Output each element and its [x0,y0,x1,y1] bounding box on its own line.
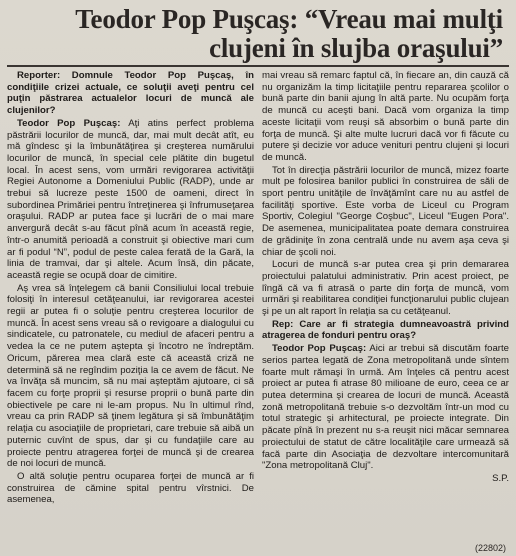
headline-line-1: Teodor Pop Puşcaş: “Vreau mai mulţi [75,4,503,34]
left-column [7,70,254,506]
headline [7,5,503,63]
answer-2 [262,343,509,472]
speaker-label: Teodor Pop Puşcaş: [272,343,367,355]
author-signature: S.P. [492,472,509,484]
ad-code: (22802) [474,543,506,553]
paragraph: Aş vrea să înţelegem că banii Consiliului local trebuie folosiţi în interesul cetăţeanului, iar revigorarea acestei regii ar putea fi o soluţie pentru creşterea locurilor de muncă. În acest sens vreau să o revigoare a dialogului cu sindicatele, cu patronatele, cu mediul de afaceri pentru a vedea la ce ne putem aştepta şi încotro ne îndreptăm. Oricum, părerea mea clară este că această criză ne determină să ne regîndim poziţia la ce avem de făcut. Ne va învăţa să muncim, să nu mai aşteptăm ajutoare, ci să facem cu forţe proprii şi resurse proprii o bună parte din obiectivele pe care ni le-am propus. Nu în ultimul rînd, vreau ca prin RADP să ţinem legătura şi să îmbunătăţim relaţia cu asociaţiile de proprietari, care trebuie să aibă un puternic cuvînt de spus, dar şi cu fundaţiile care au proiecte pentru atragerea forţei de muncă şi de crearea de noi locuri de muncă. [7,282,254,470]
question-1-text: Domnule Teodor Pop Puşcaş, în condiţiile crizei actuale, ce soluţii aveţi pentru cel puţin păstrarea actualelor locuri de muncă ale clujenilor? [7,70,254,117]
paragraph: mai vreau să remarc faptul că, în fiecare an, din cauză că nu organizăm la timp licitaţiile pentru repararea şcolilor o bună parte din banii ajung în altă parte. Nu ocupăm forţa de muncă cu aceşti bani. Dacă vom organiza la timp aceste licitaţii vom reuşi să absorbim o bună parte din forţa de muncă. Şi alte multe lucruri dacă vor fi făcute cu putere şi decizie vor aduce venituri pentru clujeni şi locuri de muncă. [262,70,509,163]
right-column [262,70,509,506]
answer-1-text: Aţi atins perfect problema păstrării locurilor de muncă, dar, mai mult decât atît, eu mă gîndesc şi la îmbunătăţirea şi creşterea numărului locurilor de muncă, în special cele plătite din bugetul local. În acest sens, vom urmări revigorarea activităţii Regiei Autonome a Domeniului Public (RADP), unde ar trebui să lucreze peste 1500 de oameni, direct în subordinea Primăriei pentru întreţinerea şi înfrumuseţarea oraşului. RADP ar putea face şi lucrări de o mai mare anvergură decât s-au făcut pînă acum în această regie, într-o anumită perioadă a construit şi obiective mari cum ar fi podul “N”, podul de peste calea ferată de la Gară, la linia de tramvai, dar şi altele. Acum însă, din păcate, această regie se ocupă doar de cimitire. [7,117,254,281]
article-body [7,70,509,506]
speaker-label: Teodor Pop Puşcaş: [17,117,121,129]
paragraph: Tot în direcţia păstrării locurilor de muncă, mizez foarte mult pe folosirea banilor publici în construirea de săli de sport pentru unităţile de învăţămînt care nu au astfel de facilităţi sportive. Este vorba de Liceul cu Program Sportiv, Colegiul "George Coşbuc", Liceul "Eugen Pora". De asemenea, municipalitatea poate demara construirea de grădiniţe în zona centrală unde nu avem aşa ceva şi chiar de şcoli noi. [262,164,509,258]
answer-1 [7,118,254,282]
headline-line-2: clujeni în slujba oraşului” [209,33,503,63]
question-2 [262,319,509,342]
answer-2-text: Aici ar trebui să discutăm foarte serios partea legată de Zona metropolitană unde sîntem foarte mult rămaşi în urmă. Am înţeles că pentru acest proiect ar putea fi atrase 80 milioane de euro, ceea ce ar putea determina şi crearea de locuri de muncă. Această zonă metropolitană trebuie s-o dezvoltăm într-un mod cu totul strategic şi arhitectural, pe proiecte integrate. Din păcate pînă în prezent nu s-a reuşit nici măcar semnarea proiectului de statut de către localităţile care urmează să facă parte din Asociaţia de dezvoltare intercomunitară "Zona metropolitană Cluj". [262,343,510,472]
paragraph: Locuri de muncă s-ar putea crea şi prin demararea proiectului palatului administrativ. Prin acest proiect, pe lîngă că va fi atrasă o parte din forţa de muncă, vom urmări şi reabilitarea condiţiei funcţionarului public clujean şi pe un alt raport în relaţia sa cu cetăţeanul. [262,259,509,318]
reporter-label: Rep: [272,318,294,330]
question-2-text: Care ar fi strategia dumneavoastră privind atragerea de fonduri pentru oraş? [262,318,509,342]
headline-divider [7,65,509,67]
reporter-label: Reporter: [17,70,61,81]
question-1 [7,70,254,117]
paragraph: O altă soluţie pentru ocuparea forţei de muncă ar fi construirea de cămine spital pentru vîrstnici. De asemenea, [7,470,254,506]
